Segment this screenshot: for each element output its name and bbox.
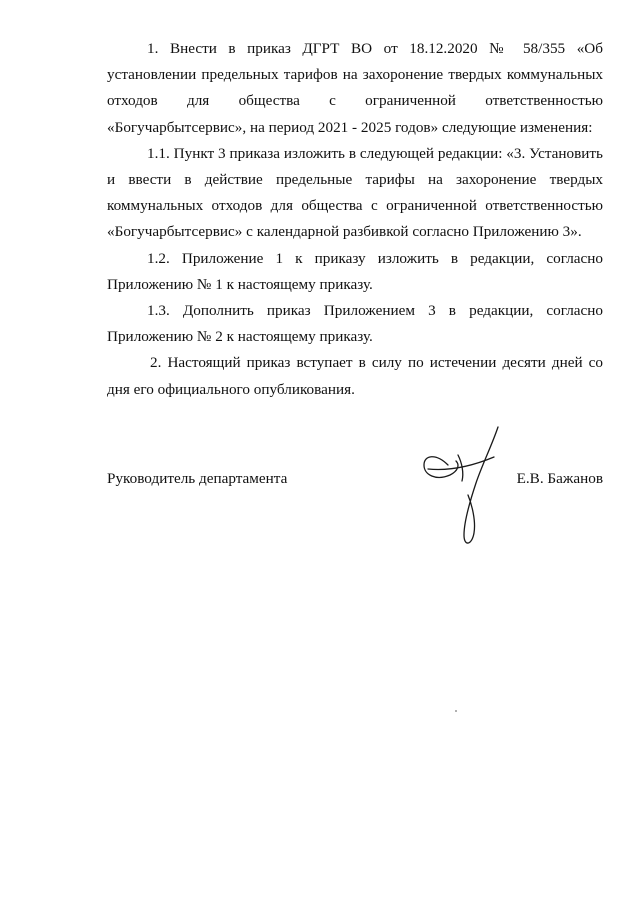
paragraph-1-1: 1.1. Пункт 3 приказа изложить в следующей редакции: «3. Установить и ввести в действие предельные тарифы на захоронение твердых коммунальных отходов для общества с ограниченной ответственностью «Богучарбытсервис» с календарной разбивкой согласно Приложению 3».: [107, 144, 603, 241]
paragraph-1-3: 1.3. Дополнить приказ Приложением 3 в редакции, согласно Приложению № 2 к настоящему приказу.: [107, 302, 603, 346]
page-speck: [455, 710, 457, 712]
signer-title: Руководитель департамента: [107, 470, 288, 487]
signature-block: [107, 470, 603, 494]
paragraph-1-2: 1.2. Приложение 1 к приказу изложить в редакции, согласно Приложению № 1 к настоящему приказу.: [107, 249, 603, 293]
paragraph-2: 2. Настоящий приказ вступает в силу по истечении десяти дней со дня его официального опубликования.: [107, 354, 603, 398]
document-body: [107, 36, 603, 403]
paragraph-1: 1. Внести в приказ ДГРТ ВО от 18.12.2020 № 58/355 «Об установлении предельных тарифов на захоронение твердых коммунальных отходов для общества с ограниченной ответственностью «Богучарбытсервис», на период 2021 - 2025 годов» следующие изменения:: [107, 40, 603, 136]
signer-name: Е.В. Бажанов: [516, 470, 603, 487]
handwritten-signature: [418, 425, 510, 550]
